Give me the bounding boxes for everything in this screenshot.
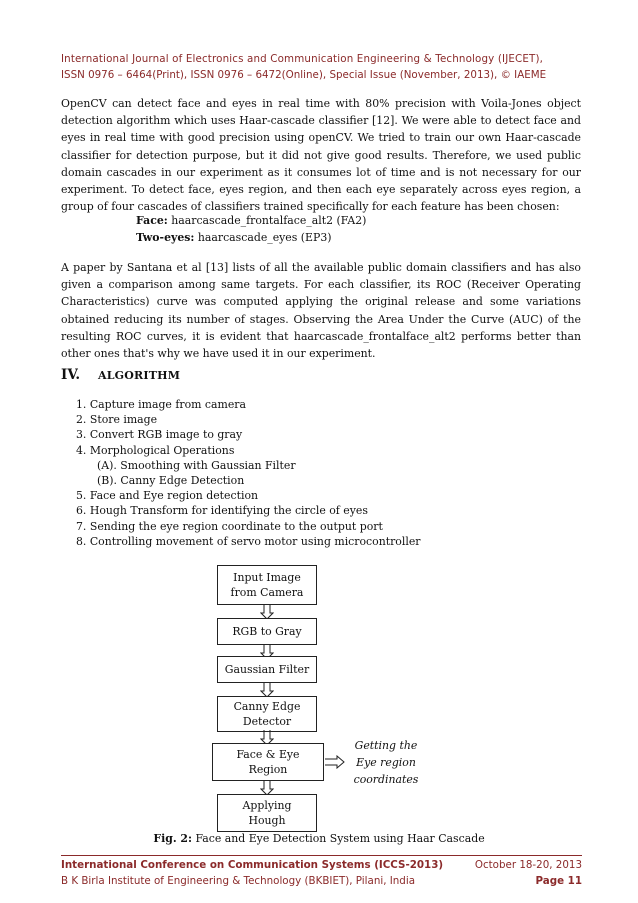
classifier-two-eyes (136, 231, 332, 244)
classifier-two-eyes-label: Two-eyes: (136, 231, 195, 244)
paragraph-opencv (61, 95, 581, 215)
footer-dates: October 18-20, 2013 (474, 859, 582, 871)
flow-box-face-eye-region-line-1: Face & Eye (236, 748, 300, 761)
flow-box-canny-edge-line-1: Canny Edge (233, 700, 301, 713)
right-arrow-icon (325, 755, 345, 769)
flow-note-line-2: Eye region (356, 756, 416, 769)
algorithm-steps (76, 397, 420, 549)
flow-box-gaussian-filter-label: Gaussian Filter (224, 663, 310, 676)
list-item: 2. Store image (76, 413, 158, 427)
list-item: (B). Canny Edge Detection (97, 474, 245, 488)
flow-box-canny-edge (217, 696, 317, 732)
figure-caption-text: Face and Eye Detection System using Haar Cascade (192, 832, 485, 845)
list-item: 3. Convert RGB image to gray (76, 428, 243, 442)
list-item: 5. Face and Eye region detection (76, 489, 259, 503)
section-title: ALGORITHM (98, 369, 181, 382)
classifier-two-eyes-value: haarcascade_eyes (EP3) (194, 231, 332, 244)
footer-divider (61, 855, 582, 856)
journal-header-line-2: ISSN 0976 – 6464(Print), ISSN 0976 – 6472(Online), Special Issue (November, 2013), © IAEME (61, 69, 547, 81)
section-heading (61, 367, 180, 383)
paragraph-santana-text: A paper by Santana et al [13] lists of all the available public domain classifiers and has also given a comparison among same targets. For each classifier, its ROC (Receiver Operating Characteristics) curve was computed applying the original release and some variations obtained reducing its number of stages. Observing the Area Under the Curve (AUC) of the resulting ROC curves, it is evident that haarcascade_frontalface_alt2 performs better than other ones that's why we have used it in our experiment. (61, 261, 581, 361)
journal-header-line-1: International Journal of Electronics and Communication Engineering & Technology (IJECET), (61, 53, 544, 65)
figure-caption-label: Fig. 2: (153, 832, 193, 845)
figure-caption (0, 832, 638, 845)
flow-box-face-eye-region-line-2: Region (248, 763, 288, 776)
list-item: 1. Capture image from camera (76, 398, 246, 411)
flow-box-input-image (217, 565, 317, 605)
list-item: 4. Morphological Operations (76, 443, 235, 457)
classifier-face-value: haarcascade_frontalface_alt2 (FA2) (167, 214, 367, 227)
list-item: 8. Controlling movement of servo motor using microcontroller (76, 534, 421, 548)
flow-box-applying-hough-line-1: Applying (242, 799, 292, 812)
list-item: 6. Hough Transform for identifying the circle of eyes (76, 504, 368, 518)
flow-note-eye-coordinates (349, 737, 423, 788)
flow-box-canny-edge-line-2: Detector (242, 715, 292, 728)
footer-conference: International Conference on Communication Systems (ICCS-2013) (61, 859, 444, 871)
footer-institute: B K Birla Institute of Engineering & Technology (BKBIET), Pilani, India (61, 875, 416, 887)
journal-header (61, 51, 581, 83)
flow-box-applying-hough-line-2: Hough (248, 814, 286, 827)
paragraph-opencv-text: OpenCV can detect face and eyes in real time with 80% precision with Voila-Jones object detection algorithm which uses Haar-cascade classifier [12]. We were able to detect face and eyes in real time with good precision using openCV. We tried to train our own Haar-cascade classifier for detection purpose, but it did not give good results. Therefore, we used public domain cascades in our experiment as it consumes lot of time and is not necessary for our experiment. To detect face, eyes region, and then each eye separately across eyes region, a group of four cascades of classifiers trained specifically for each feature has been chosen: (61, 97, 581, 214)
flow-box-input-image-line-1: Input Image (233, 571, 301, 584)
flow-box-input-image-line-2: from Camera (230, 586, 304, 599)
flow-box-rgb-to-gray-label: RGB to Gray (232, 625, 302, 638)
paragraph-santana (61, 259, 581, 362)
list-item: (A). Smoothing with Gaussian Filter (97, 458, 296, 472)
section-number: IV. (61, 367, 81, 383)
flow-box-gaussian-filter (217, 656, 317, 683)
footer-page-number: Page 11 (535, 875, 582, 887)
flow-note-line-3: coordinates (353, 773, 419, 786)
classifier-face-label: Face: (136, 214, 168, 227)
flow-box-rgb-to-gray (217, 618, 317, 645)
flow-note-line-1: Getting the (354, 739, 418, 752)
flow-box-applying-hough (217, 794, 317, 832)
list-item: 7. Sending the eye region coordinate to the output port (76, 519, 383, 533)
flow-box-face-eye-region (212, 743, 324, 781)
classifier-face (136, 214, 366, 227)
